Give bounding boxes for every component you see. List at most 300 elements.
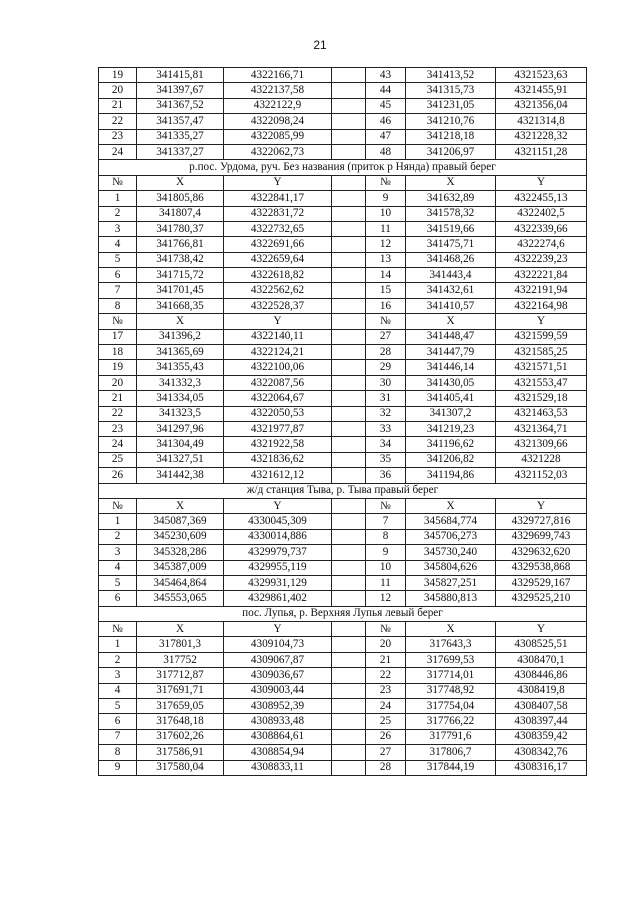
- point-number: 17: [99, 329, 137, 344]
- column-gap: [332, 560, 366, 575]
- point-number: 6: [99, 268, 137, 283]
- y-coordinate: 4322528,37: [224, 298, 332, 313]
- y-coordinate: 4321455,91: [496, 83, 587, 98]
- table-row: [99, 83, 587, 98]
- point-number: 29: [366, 360, 406, 375]
- x-coordinate: 341578,32: [406, 206, 496, 221]
- point-number: 26: [366, 729, 406, 744]
- x-coordinate: 341448,47: [406, 329, 496, 344]
- point-number: 2: [99, 652, 137, 667]
- x-coordinate: 317752: [137, 652, 224, 667]
- point-number: 16: [366, 298, 406, 313]
- column-gap: [332, 114, 366, 129]
- point-number: 12: [366, 237, 406, 252]
- column-header: №: [99, 498, 137, 513]
- y-coordinate: 4308419,8: [496, 683, 587, 698]
- column-header: Y: [496, 175, 587, 190]
- y-coordinate: 4309104,73: [224, 637, 332, 652]
- column-gap: [332, 406, 366, 421]
- y-coordinate: 4322239,23: [496, 252, 587, 267]
- column-gap: [332, 437, 366, 452]
- column-gap: [332, 144, 366, 159]
- table-row: [99, 129, 587, 144]
- table-row: [99, 683, 587, 698]
- x-coordinate: 341355,43: [137, 360, 224, 375]
- y-coordinate: 4321836,62: [224, 452, 332, 467]
- table-row: [99, 221, 587, 236]
- x-coordinate: 341231,05: [406, 98, 496, 113]
- table-row: [99, 652, 587, 667]
- point-number: 25: [366, 714, 406, 729]
- point-number: 20: [99, 83, 137, 98]
- table-row: [99, 329, 587, 344]
- column-header: №: [366, 175, 406, 190]
- y-coordinate: 4308933,48: [224, 714, 332, 729]
- y-coordinate: 4322455,13: [496, 191, 587, 206]
- x-coordinate: 345328,286: [137, 545, 224, 560]
- x-coordinate: 317791,6: [406, 729, 496, 744]
- point-number: 7: [99, 283, 137, 298]
- x-coordinate: 341807,4: [137, 206, 224, 221]
- y-coordinate: 4329699,743: [496, 529, 587, 544]
- point-number: 4: [99, 237, 137, 252]
- point-number: 22: [99, 406, 137, 421]
- point-number: 15: [366, 283, 406, 298]
- table-row: [99, 437, 587, 452]
- point-number: 27: [366, 745, 406, 760]
- table-row: [99, 375, 587, 390]
- y-coordinate: 4330014,886: [224, 529, 332, 544]
- table-row: [99, 237, 587, 252]
- x-coordinate: 341327,51: [137, 452, 224, 467]
- y-coordinate: 4321364,71: [496, 421, 587, 436]
- y-coordinate: 4322085,99: [224, 129, 332, 144]
- y-coordinate: 4322191,94: [496, 283, 587, 298]
- y-coordinate: 4321152,03: [496, 468, 587, 483]
- table-row: [99, 668, 587, 683]
- point-number: 46: [366, 114, 406, 129]
- y-coordinate: 4321314,8: [496, 114, 587, 129]
- column-gap: [332, 514, 366, 529]
- x-coordinate: 341332,3: [137, 375, 224, 390]
- x-coordinate: 341805,86: [137, 191, 224, 206]
- column-header: X: [406, 622, 496, 637]
- column-gap: [332, 98, 366, 113]
- table-row: [99, 699, 587, 714]
- y-coordinate: 4322050,53: [224, 406, 332, 421]
- x-coordinate: 341443,4: [406, 268, 496, 283]
- coordinates-table: [98, 67, 587, 776]
- x-coordinate: 341304,49: [137, 437, 224, 452]
- y-coordinate: 4321977,87: [224, 421, 332, 436]
- column-header: X: [137, 175, 224, 190]
- column-gap: [332, 191, 366, 206]
- x-coordinate: 317659,05: [137, 699, 224, 714]
- column-gap: [332, 498, 366, 513]
- y-coordinate: 4322100,06: [224, 360, 332, 375]
- column-header: №: [366, 314, 406, 329]
- column-gap: [332, 68, 366, 83]
- point-number: 19: [99, 68, 137, 83]
- point-number: 43: [366, 68, 406, 83]
- y-coordinate: 4321553,47: [496, 375, 587, 390]
- y-coordinate: 4308407,58: [496, 699, 587, 714]
- y-coordinate: 4321523,63: [496, 68, 587, 83]
- point-number: 44: [366, 83, 406, 98]
- y-coordinate: 4321463,53: [496, 406, 587, 421]
- column-header: X: [137, 498, 224, 513]
- x-coordinate: 317699,53: [406, 652, 496, 667]
- y-coordinate: 4309067,87: [224, 652, 332, 667]
- column-gap: [332, 268, 366, 283]
- point-number: 3: [99, 545, 137, 560]
- column-gap: [332, 83, 366, 98]
- x-coordinate: 317712,87: [137, 668, 224, 683]
- x-coordinate: 341337,27: [137, 144, 224, 159]
- table-row: [99, 98, 587, 113]
- point-number: 9: [366, 191, 406, 206]
- section-title: р.пос. Урдома, руч. Без названия (приток р Нянда) правый берег: [99, 160, 587, 175]
- y-coordinate: 4322087,56: [224, 375, 332, 390]
- table-row: [99, 268, 587, 283]
- table-row: [99, 452, 587, 467]
- point-number: 33: [366, 421, 406, 436]
- x-coordinate: 341405,41: [406, 391, 496, 406]
- column-header: №: [366, 498, 406, 513]
- y-coordinate: 4330045,309: [224, 514, 332, 529]
- column-header: Y: [224, 175, 332, 190]
- y-coordinate: 4322831,72: [224, 206, 332, 221]
- point-number: 22: [99, 114, 137, 129]
- y-coordinate: 4329529,167: [496, 575, 587, 590]
- table-row: [99, 591, 587, 606]
- point-number: 19: [99, 360, 137, 375]
- column-gap: [332, 760, 366, 775]
- y-coordinate: 4322691,66: [224, 237, 332, 252]
- x-coordinate: 317648,18: [137, 714, 224, 729]
- point-number: 8: [99, 745, 137, 760]
- y-coordinate: 4322562,62: [224, 283, 332, 298]
- section-title-row: [99, 606, 587, 621]
- y-coordinate: 4308854,94: [224, 745, 332, 760]
- y-coordinate: 4308342,76: [496, 745, 587, 760]
- point-number: 21: [99, 98, 137, 113]
- column-gap: [332, 221, 366, 236]
- point-number: 32: [366, 406, 406, 421]
- x-coordinate: 345804,626: [406, 560, 496, 575]
- x-coordinate: 341668,35: [137, 298, 224, 313]
- point-number: 2: [99, 529, 137, 544]
- x-coordinate: 341396,2: [137, 329, 224, 344]
- table-row: [99, 729, 587, 744]
- point-number: 24: [99, 144, 137, 159]
- column-gap: [332, 329, 366, 344]
- x-coordinate: 341307,2: [406, 406, 496, 421]
- y-coordinate: 4321585,25: [496, 345, 587, 360]
- table-row: [99, 760, 587, 775]
- table-row: [99, 637, 587, 652]
- column-gap: [332, 345, 366, 360]
- x-coordinate: 317602,26: [137, 729, 224, 744]
- point-number: 1: [99, 514, 137, 529]
- point-number: 21: [99, 391, 137, 406]
- point-number: 6: [99, 714, 137, 729]
- x-coordinate: 341701,45: [137, 283, 224, 298]
- point-number: 21: [366, 652, 406, 667]
- y-coordinate: 4322164,98: [496, 298, 587, 313]
- y-coordinate: 4322137,58: [224, 83, 332, 98]
- y-coordinate: 4308316,17: [496, 760, 587, 775]
- x-coordinate: 341780,37: [137, 221, 224, 236]
- x-coordinate: 317754,04: [406, 699, 496, 714]
- y-coordinate: 4321599,59: [496, 329, 587, 344]
- section-title-row: [99, 160, 587, 175]
- x-coordinate: 345880,813: [406, 591, 496, 606]
- y-coordinate: 4308525,51: [496, 637, 587, 652]
- x-coordinate: 317806,7: [406, 745, 496, 760]
- coordinates-table-body: [99, 68, 587, 776]
- point-number: 27: [366, 329, 406, 344]
- y-coordinate: 4309036,67: [224, 668, 332, 683]
- x-coordinate: 341357,47: [137, 114, 224, 129]
- column-gap: [332, 206, 366, 221]
- x-coordinate: 341432,61: [406, 283, 496, 298]
- y-coordinate: 4308446,86: [496, 668, 587, 683]
- point-number: 7: [366, 514, 406, 529]
- column-gap: [332, 714, 366, 729]
- point-number: 23: [99, 129, 137, 144]
- column-header-row: [99, 498, 587, 513]
- table-row: [99, 283, 587, 298]
- point-number: 14: [366, 268, 406, 283]
- point-number: 5: [99, 699, 137, 714]
- column-header: №: [99, 314, 137, 329]
- point-number: 10: [366, 560, 406, 575]
- x-coordinate: 317714,01: [406, 668, 496, 683]
- y-coordinate: 4329632,620: [496, 545, 587, 560]
- column-header: Y: [496, 314, 587, 329]
- x-coordinate: 341206,82: [406, 452, 496, 467]
- point-number: 24: [366, 699, 406, 714]
- column-header: №: [99, 622, 137, 637]
- point-number: 18: [99, 345, 137, 360]
- column-gap: [332, 237, 366, 252]
- y-coordinate: 4322166,71: [224, 68, 332, 83]
- point-number: 4: [99, 560, 137, 575]
- y-coordinate: 4322140,11: [224, 329, 332, 344]
- column-gap: [332, 652, 366, 667]
- y-coordinate: 4322732,65: [224, 221, 332, 236]
- y-coordinate: 4329727,816: [496, 514, 587, 529]
- point-number: 9: [99, 760, 137, 775]
- x-coordinate: 341430,05: [406, 375, 496, 390]
- point-number: 1: [99, 637, 137, 652]
- x-coordinate: 341468,26: [406, 252, 496, 267]
- x-coordinate: 317801,3: [137, 637, 224, 652]
- x-coordinate: 317643,3: [406, 637, 496, 652]
- table-row: [99, 560, 587, 575]
- column-gap: [332, 575, 366, 590]
- y-coordinate: 4321612,12: [224, 468, 332, 483]
- y-coordinate: 4308833,11: [224, 760, 332, 775]
- y-coordinate: 4322098,24: [224, 114, 332, 129]
- y-coordinate: 4321228,32: [496, 129, 587, 144]
- column-gap: [332, 668, 366, 683]
- point-number: 11: [366, 221, 406, 236]
- x-coordinate: 341315,73: [406, 83, 496, 98]
- y-coordinate: 4322274,6: [496, 237, 587, 252]
- x-coordinate: 345464,864: [137, 575, 224, 590]
- y-coordinate: 4329525,210: [496, 591, 587, 606]
- y-coordinate: 4322064,67: [224, 391, 332, 406]
- x-coordinate: 345827,251: [406, 575, 496, 590]
- table-row: [99, 575, 587, 590]
- point-number: 26: [99, 468, 137, 483]
- section-title: ж/д станция Тыва, р. Тыва правый берег: [99, 483, 587, 498]
- x-coordinate: 317580,04: [137, 760, 224, 775]
- y-coordinate: 4321228: [496, 452, 587, 467]
- point-number: 8: [366, 529, 406, 544]
- column-gap: [332, 391, 366, 406]
- y-coordinate: 4321309,66: [496, 437, 587, 452]
- point-number: 20: [366, 637, 406, 652]
- column-header: №: [366, 622, 406, 637]
- x-coordinate: 341410,57: [406, 298, 496, 313]
- point-number: 13: [366, 252, 406, 267]
- point-number: 48: [366, 144, 406, 159]
- column-gap: [332, 252, 366, 267]
- point-number: 6: [99, 591, 137, 606]
- column-header: X: [406, 175, 496, 190]
- y-coordinate: 4329931,129: [224, 575, 332, 590]
- x-coordinate: 341447,79: [406, 345, 496, 360]
- y-coordinate: 4321151,28: [496, 144, 587, 159]
- table-row: [99, 391, 587, 406]
- y-coordinate: 4322339,66: [496, 221, 587, 236]
- column-header: Y: [224, 498, 332, 513]
- y-coordinate: 4308397,44: [496, 714, 587, 729]
- column-gap: [332, 729, 366, 744]
- point-number: 3: [99, 221, 137, 236]
- x-coordinate: 345087,369: [137, 514, 224, 529]
- table-row: [99, 345, 587, 360]
- point-number: 23: [366, 683, 406, 698]
- y-coordinate: 4322618,82: [224, 268, 332, 283]
- point-number: 22: [366, 668, 406, 683]
- point-number: 4: [99, 683, 137, 698]
- column-gap: [332, 591, 366, 606]
- point-number: 23: [99, 421, 137, 436]
- point-number: 24: [99, 437, 137, 452]
- x-coordinate: 317844,19: [406, 760, 496, 775]
- x-coordinate: 345387,009: [137, 560, 224, 575]
- x-coordinate: 341367,52: [137, 98, 224, 113]
- column-gap: [332, 129, 366, 144]
- table-row: [99, 68, 587, 83]
- column-gap: [332, 175, 366, 190]
- x-coordinate: 345684,774: [406, 514, 496, 529]
- y-coordinate: 4308864,61: [224, 729, 332, 744]
- column-header: X: [406, 498, 496, 513]
- y-coordinate: 4322659,64: [224, 252, 332, 267]
- x-coordinate: 341218,18: [406, 129, 496, 144]
- section-title: пос. Лупья, р. Верхняя Лупья левый берег: [99, 606, 587, 621]
- column-gap: [332, 699, 366, 714]
- point-number: 47: [366, 129, 406, 144]
- column-gap: [332, 298, 366, 313]
- point-number: 10: [366, 206, 406, 221]
- y-coordinate: 4308952,39: [224, 699, 332, 714]
- table-row: [99, 545, 587, 560]
- point-number: 1: [99, 191, 137, 206]
- point-number: 7: [99, 729, 137, 744]
- x-coordinate: 317586,91: [137, 745, 224, 760]
- point-number: 28: [366, 760, 406, 775]
- x-coordinate: 341196,62: [406, 437, 496, 452]
- x-coordinate: 341766,81: [137, 237, 224, 252]
- column-header: Y: [224, 314, 332, 329]
- column-header: Y: [224, 622, 332, 637]
- column-gap: [332, 314, 366, 329]
- x-coordinate: 341194,86: [406, 468, 496, 483]
- point-number: 31: [366, 391, 406, 406]
- y-coordinate: 4322402,5: [496, 206, 587, 221]
- column-gap: [332, 745, 366, 760]
- y-coordinate: 4309003,44: [224, 683, 332, 698]
- column-header-row: [99, 175, 587, 190]
- x-coordinate: 341365,69: [137, 345, 224, 360]
- y-coordinate: 4329955,119: [224, 560, 332, 575]
- point-number: 20: [99, 375, 137, 390]
- y-coordinate: 4322841,17: [224, 191, 332, 206]
- column-gap: [332, 375, 366, 390]
- y-coordinate: 4322122,9: [224, 98, 332, 113]
- y-coordinate: 4308359,42: [496, 729, 587, 744]
- x-coordinate: 341632,89: [406, 191, 496, 206]
- point-number: 30: [366, 375, 406, 390]
- column-gap: [332, 683, 366, 698]
- x-coordinate: 345553,065: [137, 591, 224, 606]
- y-coordinate: 4329979,737: [224, 545, 332, 560]
- table-row: [99, 714, 587, 729]
- page-number: 21: [313, 38, 327, 52]
- point-number: 5: [99, 575, 137, 590]
- table-row: [99, 406, 587, 421]
- table-row: [99, 144, 587, 159]
- point-number: 28: [366, 345, 406, 360]
- point-number: 3: [99, 668, 137, 683]
- x-coordinate: 341219,23: [406, 421, 496, 436]
- point-number: 8: [99, 298, 137, 313]
- table-row: [99, 252, 587, 267]
- point-number: 34: [366, 437, 406, 452]
- table-row: [99, 191, 587, 206]
- column-gap: [332, 452, 366, 467]
- table-row: [99, 514, 587, 529]
- x-coordinate: 341738,42: [137, 252, 224, 267]
- point-number: 35: [366, 452, 406, 467]
- x-coordinate: 341323,5: [137, 406, 224, 421]
- table-row: [99, 529, 587, 544]
- x-coordinate: 317766,22: [406, 714, 496, 729]
- x-coordinate: 341335,27: [137, 129, 224, 144]
- x-coordinate: 341475,71: [406, 237, 496, 252]
- column-header: X: [137, 622, 224, 637]
- y-coordinate: 4329861,402: [224, 591, 332, 606]
- section-title-row: [99, 483, 587, 498]
- table-row: [99, 360, 587, 375]
- x-coordinate: 317691,71: [137, 683, 224, 698]
